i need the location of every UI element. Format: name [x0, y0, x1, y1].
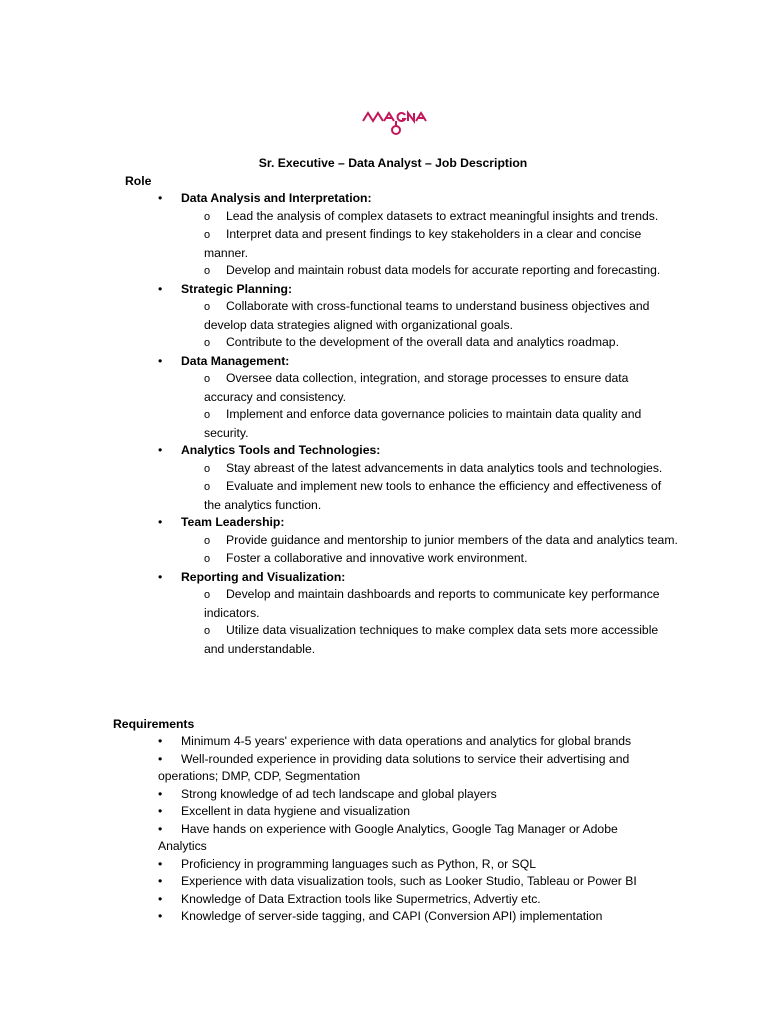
role-subitem — [204, 622, 678, 658]
role-item-heading: Data Analysis and Interpretation: — [181, 191, 372, 205]
sub-bullet-icon: o — [204, 301, 211, 313]
role-subitem-text: Collaborate with cross-functional teams to understand business objectives and develop data strategies aligned with organizational goals. — [204, 299, 650, 332]
bullet-icon: • — [158, 786, 163, 801]
sub-bullet-icon: o — [204, 462, 211, 475]
sub-bullet-icon: o — [204, 373, 211, 385]
requirement-text: Proficiency in programming languages such as Python, R, or SQL — [181, 856, 536, 871]
sub-bullet-icon: o — [204, 265, 211, 277]
requirement-text: Experience with data visualization tools, such as Looker Studio, Tableau or Power BI — [181, 874, 637, 888]
role-subitem-list — [181, 370, 678, 442]
bullet-icon: • — [158, 353, 163, 368]
bullet-icon: • — [158, 443, 163, 457]
role-item-heading: Data Management: — [181, 353, 290, 368]
sub-bullet-icon: o — [204, 210, 211, 223]
role-item — [158, 569, 678, 659]
bullet-icon: • — [158, 874, 163, 888]
requirement-text: Knowledge of server-side tagging, and CAPI (Conversion API) implementation — [181, 909, 603, 923]
role-subitem — [204, 550, 678, 569]
role-subitem-text: Develop and maintain robust data models for accurate reporting and forecasting. — [226, 263, 661, 277]
requirement-item — [158, 751, 668, 786]
bullet-icon: • — [158, 821, 163, 836]
sub-bullet-icon: o — [204, 481, 211, 493]
role-item-heading: Reporting and Visualization: — [181, 569, 346, 584]
role-subitem-list — [181, 298, 678, 353]
bullet-icon: • — [158, 734, 163, 748]
role-subitem — [204, 262, 678, 281]
requirement-item — [158, 733, 668, 751]
role-subitem-text: Utilize data visualization techniques to make complex data sets more accessible and understandable. — [204, 623, 659, 656]
bullet-icon: • — [158, 891, 163, 906]
role-subitem-list — [181, 460, 678, 515]
role-item-heading: Analytics Tools and Technologies: — [181, 443, 381, 457]
role-heading: Role — [125, 174, 152, 188]
requirements-heading: Requirements — [113, 717, 195, 731]
role-subitem — [204, 586, 678, 622]
requirement-item — [158, 908, 668, 926]
role-item — [158, 190, 678, 281]
sub-bullet-icon: o — [204, 409, 211, 421]
role-item — [158, 353, 678, 443]
role-subitem — [204, 478, 678, 514]
requirement-item — [158, 786, 668, 804]
role-subitem — [204, 370, 678, 406]
bullet-icon: • — [158, 909, 163, 923]
requirement-item — [158, 803, 668, 821]
requirement-text: Have hands on experience with Google Analytics, Google Tag Manager or Adobe Analytics — [158, 821, 618, 853]
role-subitem — [204, 208, 678, 227]
role-subitem-list — [181, 586, 678, 658]
bullet-icon: • — [158, 856, 163, 871]
requirement-item — [158, 856, 668, 874]
role-subitem — [204, 406, 678, 442]
requirement-text: Knowledge of Data Extraction tools like Supermetrics, Advertiy etc. — [181, 891, 541, 906]
sub-bullet-icon: o — [204, 337, 211, 349]
role-subitem — [204, 460, 678, 479]
sub-bullet-icon: o — [204, 589, 211, 601]
role-subitem-text: Interpret data and present findings to key stakeholders in a clear and concise manner. — [204, 227, 642, 260]
requirement-text: Excellent in data hygiene and visualization — [181, 804, 411, 818]
role-subitem-list — [181, 208, 678, 281]
bullet-icon: • — [158, 515, 163, 529]
role-subitem — [204, 226, 678, 262]
bullet-icon: • — [158, 751, 163, 766]
sub-bullet-icon: o — [204, 553, 211, 565]
role-subitem-list — [181, 532, 678, 569]
requirement-text: Minimum 4-5 years' experience with data operations and analytics for global brands — [181, 734, 632, 748]
role-subitem-text: Lead the analysis of complex datasets to extract meaningful insights and trends. — [226, 208, 659, 223]
requirement-text: Well-rounded experience in providing data solutions to service their advertising and operations; DMP, CDP, Segmentation — [158, 751, 630, 783]
role-subitem — [204, 532, 678, 551]
role-subitem-text: Evaluate and implement new tools to enhance the efficiency and effectiveness of the analytics function. — [204, 479, 662, 512]
bullet-icon: • — [158, 191, 163, 205]
role-subitem-text: Foster a collaborative and innovative work environment. — [226, 551, 528, 565]
role-subitem-text: Stay abreast of the latest advancements in data analytics tools and technologies. — [226, 460, 663, 475]
bullet-icon: • — [158, 281, 163, 296]
role-subitem — [204, 334, 678, 353]
magna-logo — [360, 108, 430, 138]
sub-bullet-icon: o — [204, 229, 211, 241]
requirement-item — [158, 821, 668, 856]
role-subitem-text: Contribute to the development of the overall data and analytics roadmap. — [226, 335, 619, 349]
sub-bullet-icon: o — [204, 534, 211, 547]
bullet-icon: • — [158, 804, 163, 818]
role-subitem-text: Provide guidance and mentorship to junior members of the data and analytics team. — [226, 532, 678, 547]
role-item-heading: Strategic Planning: — [181, 281, 293, 296]
page-title: Sr. Executive – Data Analyst – Job Description — [258, 156, 528, 170]
role-item — [158, 442, 678, 514]
requirements-list — [158, 733, 668, 926]
role-subitem-text: Develop and maintain dashboards and reports to communicate key performance indicators. — [204, 587, 660, 620]
requirement-item — [158, 873, 668, 891]
role-subitem — [204, 298, 678, 334]
role-list — [158, 190, 678, 658]
role-item — [158, 514, 678, 569]
role-item-heading: Team Leadership: — [181, 515, 285, 529]
sub-bullet-icon: o — [204, 625, 211, 637]
role-item — [158, 281, 678, 353]
requirement-item — [158, 891, 668, 909]
bullet-icon: • — [158, 569, 163, 584]
role-subitem-text: Implement and enforce data governance policies to maintain data quality and security. — [204, 407, 642, 440]
requirement-text: Strong knowledge of ad tech landscape and global players — [181, 786, 497, 801]
role-subitem-text: Oversee data collection, integration, and storage processes to ensure data accuracy and consistency. — [204, 371, 629, 404]
